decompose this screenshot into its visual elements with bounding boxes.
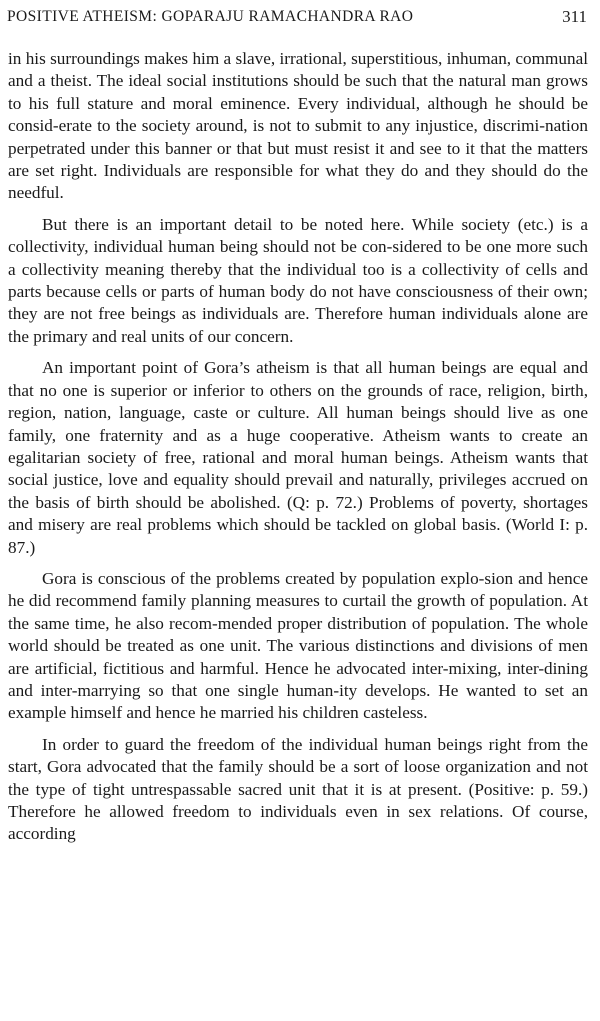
page-number: 311	[562, 7, 587, 26]
paragraph-continuation: in his surroundings makes him a slave, irrational, superstitious, inhuman, communal and a theist. The ideal social institutions should be such that the natural man grows to his full stature and moral eminence. Every individual, although he should be consid-erate to the society around, is not to submit to any injustice, discrimi-nation perpetrated under this banner or that but must resist it and see to it that the matters are set right. Individuals are responsible for what they do and they should do the needful.	[8, 49, 588, 203]
paragraph-collectivity: But there is an important detail to be noted here. While society (etc.) is a collectivity, individual human being should not be con-sidered to be one more such a collectivity meaning thereby that the individual too is a collectivity of cells and parts because cells or parts of human body do not have consciousness of their own; they are not free beings as individuals are. Therefore human individuals alone are the primary and real units of our concern.	[8, 214, 588, 346]
body-text	[8, 48, 588, 855]
paragraph-family-freedom: In order to guard the freedom of the individual human beings right from the start, Gora advocated that the family should be a sort of loose organization and not the type of tight untrespassable sacred unit that it is at present. (Positive: p. 59.) Therefore he allowed freedom to individuals even in sex relations. Of course, according	[8, 734, 588, 844]
paragraph-population: Gora is conscious of the problems created by population explo-sion and hence he did recommend family planning measures to curtail the growth of population. At the same time, he also recom-mended proper distribution of population. The whole world should be treated as one unit. The various distinctions and divisions of men are artificial, fictitious and harmful. Hence he advocated inter-mixing, inter-dining and inter-marrying so that one single human-ity develops. He wanted to set an example himself and hence he married his children casteless.	[8, 568, 588, 723]
paragraph-equality: An important point of Gora’s atheism is that all human beings are equal and that no one is superior or inferior to others on the grounds of race, religion, birth, region, nation, language, caste or culture. All human beings should live as one family, one fraternity and as a huge cooperative. Atheism wants to create an egalitarian society of free, rational and moral human beings. Atheism wants that social justice, love and equality should prevail and naturally, privileges accrued on the basis of birth should be abolished. (Q: p. 72.) Problems of poverty, shortages and misery are real problems which should be tackled on global basis. (World I: p. 87.)	[8, 358, 588, 557]
running-head	[7, 4, 587, 30]
running-title: POSITIVE ATHEISM: GOPARAJU RAMACHANDRA RAO	[7, 8, 414, 25]
